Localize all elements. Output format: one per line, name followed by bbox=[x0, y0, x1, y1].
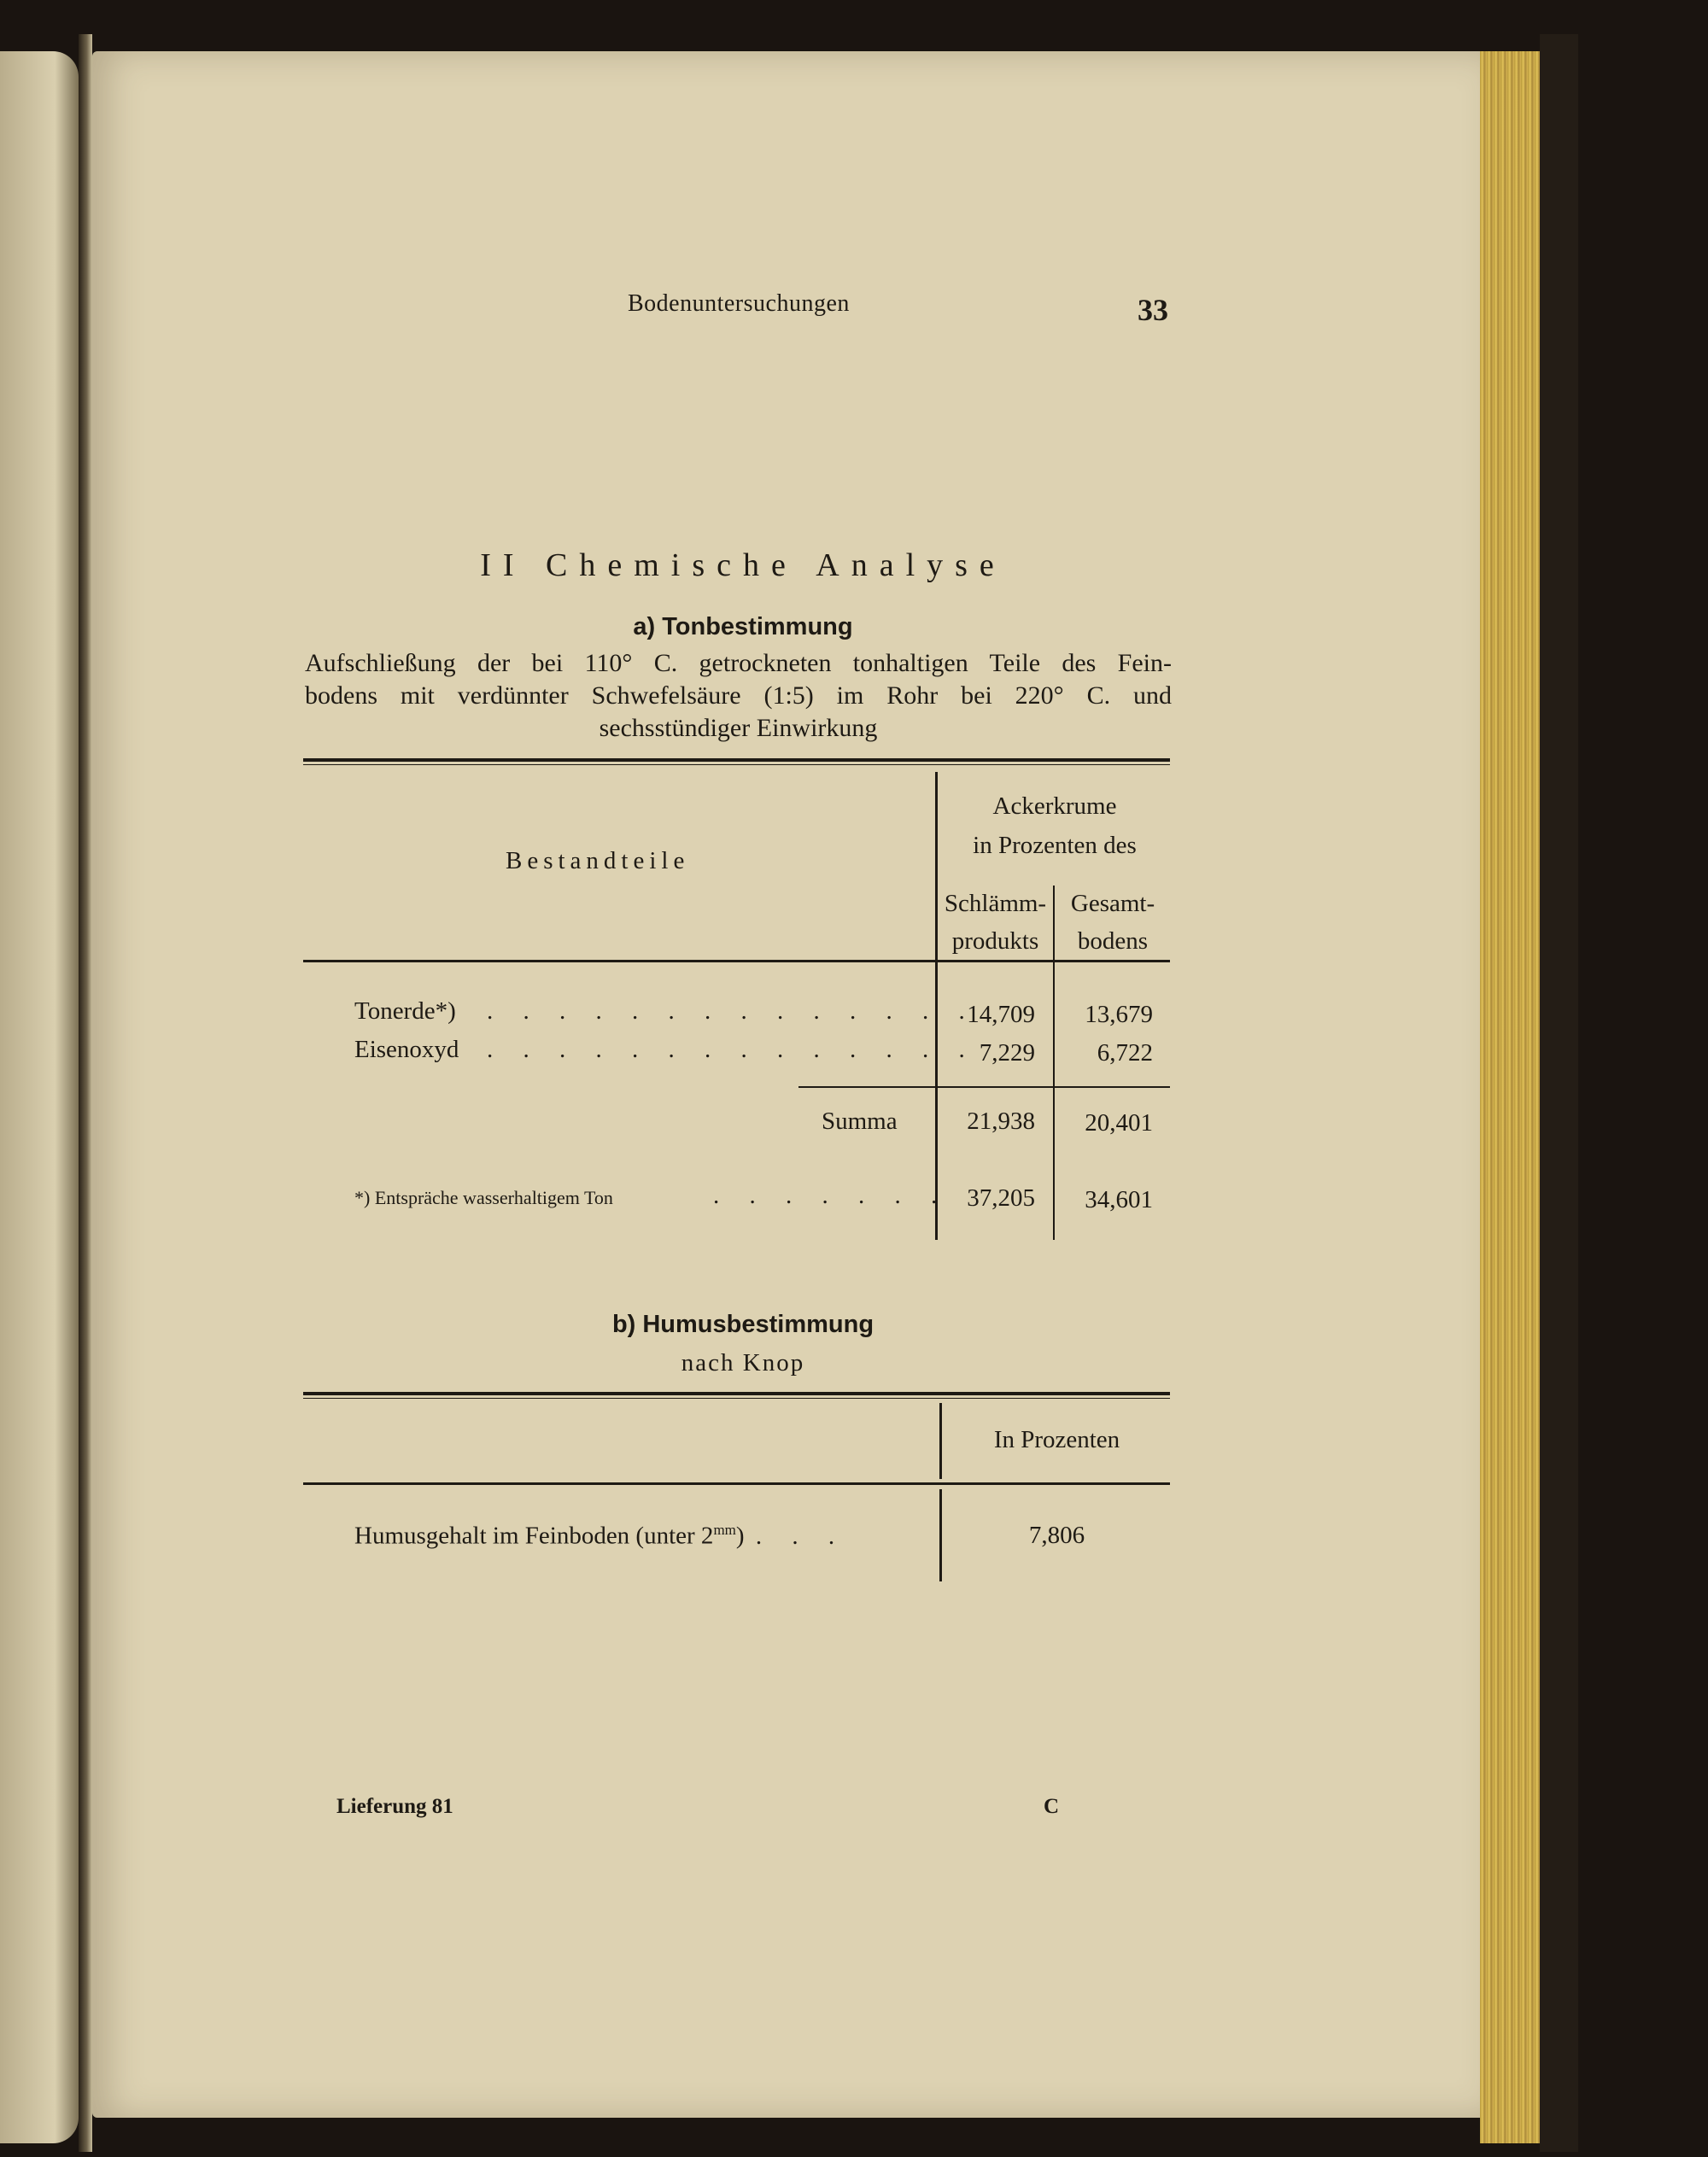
table-b-vrule-body bbox=[939, 1489, 942, 1581]
row-value-eisenoxyd-gesamt: 6,722 bbox=[1097, 1039, 1153, 1067]
running-head: Bodenuntersuchungen bbox=[628, 290, 850, 317]
footnote-dots: . . . . . . . bbox=[713, 1182, 950, 1209]
book-page bbox=[92, 51, 1480, 2118]
table-a-vrule-sub bbox=[1053, 886, 1055, 1240]
page-block-edge bbox=[1480, 51, 1540, 2143]
part-a-title: a) Tonbestimmung bbox=[633, 613, 853, 640]
humus-row-unit: mm bbox=[713, 1522, 736, 1538]
book-cover bbox=[1540, 34, 1578, 2152]
footnote-value-schlaemm: 37,205 bbox=[967, 1184, 1035, 1212]
sub-col1-line1: Schlämm- bbox=[944, 890, 1047, 917]
intro-line-2: bodens mit verdünnter Schwefelsäure (1:5) im Rohr bei 220° C. und bbox=[305, 681, 1172, 710]
table-a-sum-rule bbox=[798, 1086, 1170, 1088]
section-title: II Chemische Analyse bbox=[480, 547, 1006, 583]
row-value-tonerde-gesamt: 13,679 bbox=[1085, 1001, 1153, 1028]
table-b-top-rule-thin bbox=[303, 1398, 1170, 1399]
sub-col2-line1: Gesamt- bbox=[1070, 890, 1155, 917]
footer-signature-mark: C bbox=[1044, 1795, 1060, 1818]
table-b-vrule-header bbox=[939, 1403, 942, 1479]
group-header-ackerkrume: Ackerkrume bbox=[992, 792, 1117, 820]
intro-line-1: Aufschließung der bei 110° C. getrockneten tonhaltigen Teile des Fein- bbox=[305, 649, 1172, 677]
sum-label: Summa bbox=[822, 1108, 898, 1135]
sub-col2-line2: bodens bbox=[1077, 927, 1149, 955]
group-header-prozenten: in Prozenten des bbox=[973, 832, 1137, 859]
part-b-subtitle: nach Knop bbox=[681, 1349, 805, 1377]
sub-col1-line2: produkts bbox=[951, 927, 1039, 955]
table-a-top-rule bbox=[303, 758, 1170, 762]
table-b-header-rule bbox=[303, 1482, 1170, 1485]
part-b-title: b) Humusbestimmung bbox=[611, 1311, 874, 1338]
humus-row-text: Humusgehalt im Feinboden (unter 2 bbox=[354, 1522, 714, 1550]
row-value-tonerde-schlaemm: 14,709 bbox=[967, 1001, 1035, 1028]
row-dots-eisenoxyd: . . . . . . . . . . . . . . bbox=[487, 1036, 977, 1063]
row-dots-tonerde: . . . . . . . . . . . . . . bbox=[487, 997, 977, 1025]
humus-row-text-end: ) bbox=[735, 1522, 745, 1550]
humus-row-dots: . . . bbox=[755, 1522, 847, 1550]
footer-lieferung: Lieferung 81 bbox=[336, 1795, 453, 1818]
table-a-top-rule-thin bbox=[303, 764, 1170, 765]
row-label-tonerde: Tonerde*) bbox=[354, 997, 456, 1025]
sum-value-schlaemm: 21,938 bbox=[967, 1108, 1035, 1135]
col-header-bestandteile: Bestandteile bbox=[506, 847, 690, 874]
intro-line-3: sechsstündiger Einwirkung bbox=[599, 714, 878, 742]
facing-page-edge bbox=[0, 51, 79, 2143]
humus-row-label bbox=[354, 1522, 846, 1551]
footnote-label: *) Entspräche wasserhaltigem Ton bbox=[354, 1187, 613, 1208]
table-a-header-rule bbox=[303, 960, 1170, 962]
table-b-top-rule bbox=[303, 1392, 1170, 1395]
row-label-eisenoxyd: Eisenoxyd bbox=[354, 1036, 459, 1063]
table-b-col-header: In Prozenten bbox=[993, 1426, 1120, 1453]
row-value-eisenoxyd-schlaemm: 7,229 bbox=[979, 1039, 1035, 1067]
page-number: 33 bbox=[1138, 293, 1168, 327]
part-a-intro bbox=[305, 647, 1172, 745]
humus-row-value: 7,806 bbox=[1028, 1522, 1085, 1549]
book-gutter bbox=[79, 34, 92, 2152]
sum-value-gesamt: 20,401 bbox=[1085, 1109, 1153, 1137]
footnote-value-gesamt: 34,601 bbox=[1085, 1186, 1153, 1213]
